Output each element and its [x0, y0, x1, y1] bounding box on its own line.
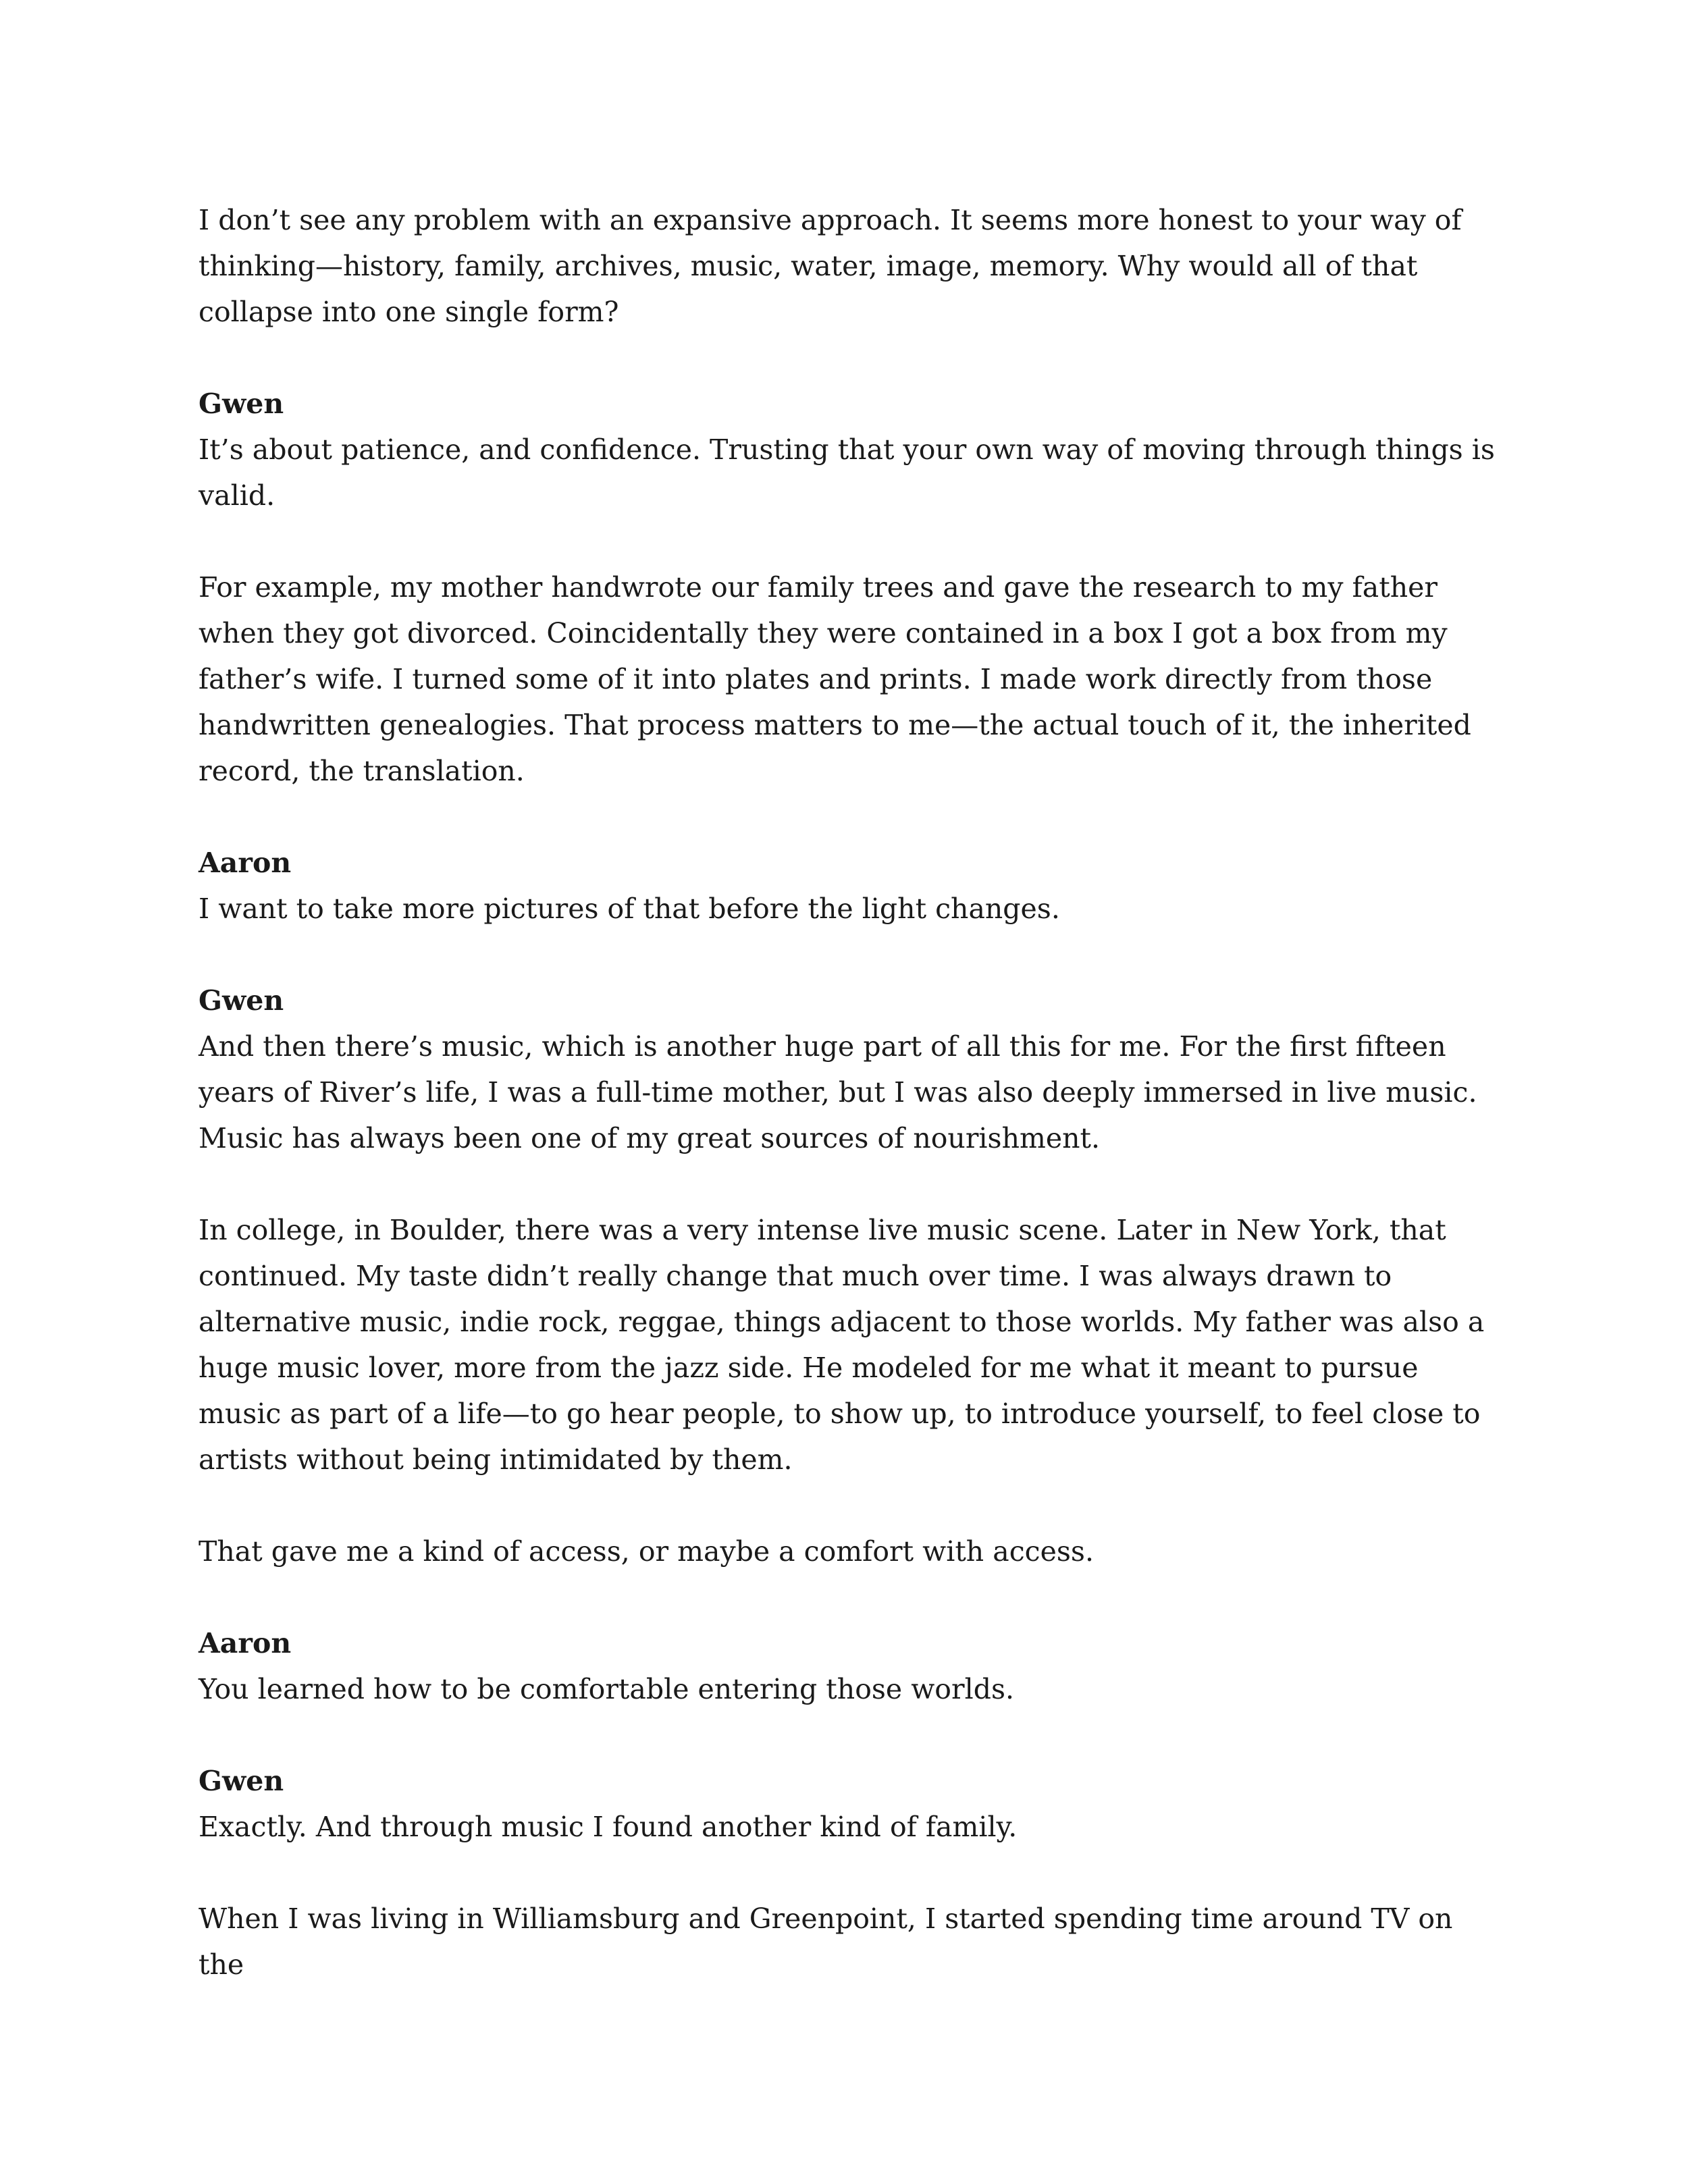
- dialogue-text: It’s about patience, and confidence. Trusting that your own way of moving through things is valid.: [199, 433, 1495, 512]
- paragraph-text: For example, my mother handwrote our family trees and gave the research to my father when they got divorced. Coincidentally they were contained in a box I got a box from my father’s wife. I turned some of it into plates and prints. I made work directly from those handwritten genealogies. That process matters to me—the actual touch of it, the inherited record, the translation.: [199, 571, 1471, 787]
- speaker-name: Gwen: [199, 984, 284, 1017]
- dialogue-text: You learned how to be comfortable entering those worlds.: [199, 1673, 1015, 1705]
- paragraph-block: [199, 564, 1502, 794]
- dialogue-text: I want to take more pictures of that before the light changes.: [199, 893, 1060, 925]
- document-body: [199, 197, 1502, 2033]
- dialogue-text: And then there’s music, which is another huge part of all this for me. For the first fifteen years of River’s life, I was a full-time mother, but I was also deeply immersed in live music. Music has always been one of my great sources of nourishment.: [199, 1030, 1477, 1154]
- dialogue-block: [199, 978, 1502, 1161]
- dialogue-block: [199, 1758, 1502, 1850]
- speaker-name: Gwen: [199, 388, 284, 420]
- paragraph-text: I don’t see any problem with an expansive approach. It seems more honest to your way of thinking—history, family, archives, music, water, image, memory. Why would all of that collapse into one single form?: [199, 204, 1462, 328]
- dialogue-block: [199, 381, 1502, 518]
- paragraph-block: [199, 1528, 1502, 1574]
- paragraph-block: [199, 1207, 1502, 1483]
- paragraph-block: [199, 1896, 1502, 1988]
- paragraph-block: [199, 197, 1502, 335]
- paragraph-text: When I was living in Williamsburg and Greenpoint, I started spending time around TV on the: [199, 1902, 1453, 1981]
- dialogue-block: [199, 1620, 1502, 1712]
- dialogue-block: [199, 840, 1502, 932]
- speaker-name: Aaron: [199, 847, 292, 879]
- paragraph-text: In college, in Boulder, there was a very intense live music scene. Later in New York, that continued. My taste didn’t really change that much over time. I was always drawn to alternative music, indie rock, reggae, things adjacent to those worlds. My father was also a huge music lover, more from the jazz side. He modeled for me what it meant to pursue music as part of a life—to go hear people, to show up, to introduce yourself, to feel close to artists without being intimidated by them.: [199, 1214, 1485, 1476]
- dialogue-text: Exactly. And through music I found another kind of family.: [199, 1811, 1018, 1843]
- paragraph-text: That gave me a kind of access, or maybe a comfort with access.: [199, 1535, 1094, 1568]
- speaker-name: Gwen: [199, 1765, 284, 1797]
- speaker-name: Aaron: [199, 1627, 292, 1659]
